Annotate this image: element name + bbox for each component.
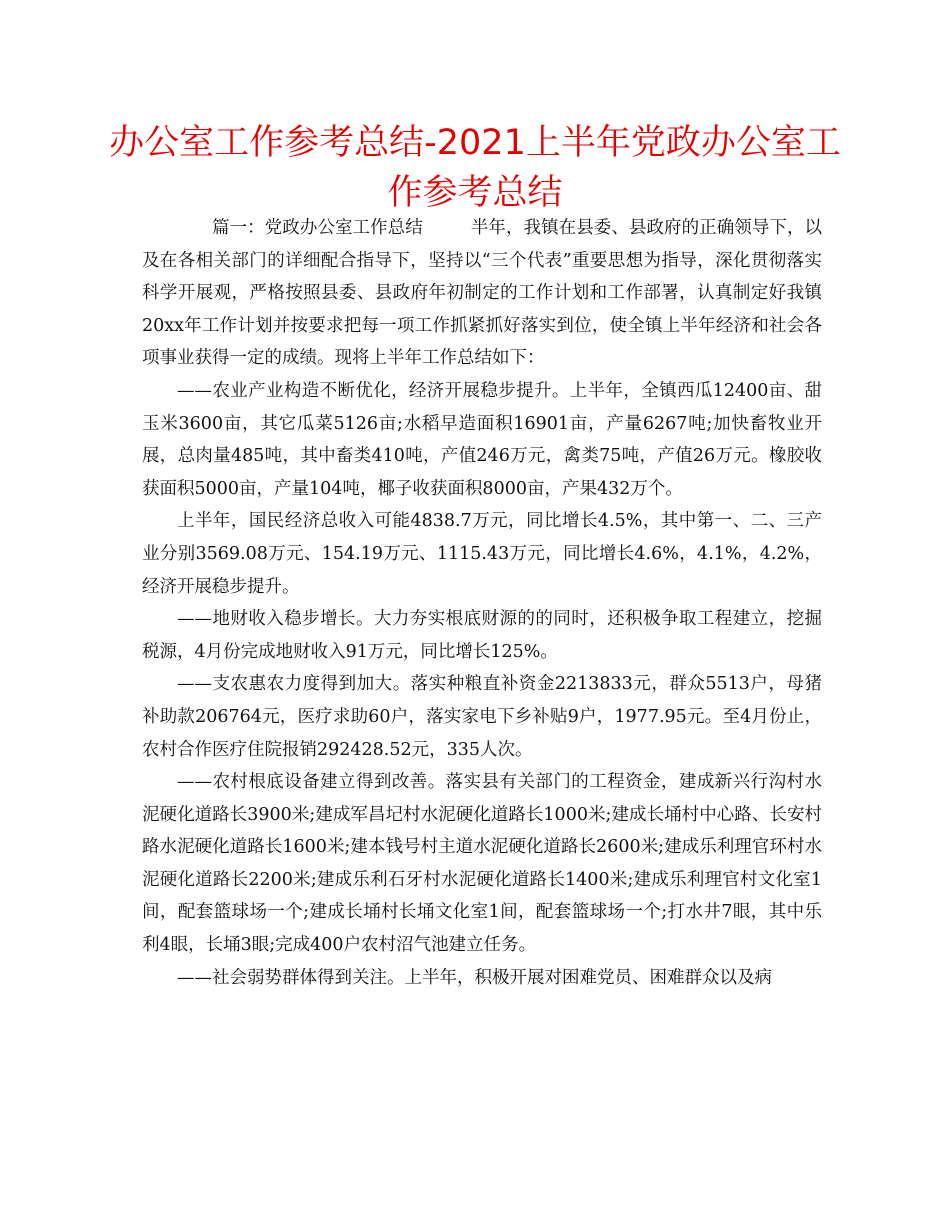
document-body [142,212,822,994]
paragraph-economy: 上半年，国民经济总收入可能4838.7万元，同比增长4.5%，其中第一、二、三产业分别3569.08万元、154.19万元、1115.43万元，同比增长4.6%，4.1%，4.2%，经济开展稳步提升。 [142,511,822,597]
intro-text: 半年，我镇在县委、县政府的正确领导下，以及在各相关部门的详细配合指导下，坚持以“三个代表”重要思想为指导，深化贯彻落实科学开展观，严格按照县委、县政府年初制定的工作计划和工作部署，认真制定好我镇20xx年工作计划并按要求把每一项工作抓紧抓好落实到位，使全镇上半年经济和社会各项事业获得一定的成绩。现将上半年工作总结如下： [142,218,823,369]
intro-paragraph [142,212,822,375]
paragraph-agriculture: ——农业产业构造不断优化，经济开展稳步提升。上半年，全镇西瓜12400亩、甜玉米3600亩，其它瓜菜5126亩;水稻早造面积16901亩，产量6267吨;加快畜牧业开展，总肉量485吨，其中畜类410吨，产值246万元，禽类75吨，产值26万元。橡胶收获面积5000亩，产量104吨，椰子收获面积8000亩，产果432万个。 [142,380,822,499]
document-title: 办公室工作参考总结-2021上半年党政办公室工作参考总结 [109,123,841,213]
paragraph-vulnerable-groups: ——社会弱势群体得到关注。上半年，积极开展对困难党员、困难群众以及病 [177,967,772,988]
intro-heading: 篇一：党政办公室工作总结 [212,218,423,238]
paragraph-infrastructure: ——农村根底设备建立得到改善。落实县有关部门的工程资金，建成新兴行沟村水泥硬化道路长3900米;建成军昌圮村水泥硬化道路长1000米;建成长埇村中心路、长安村路水泥硬化道路长1600米;建本钱号村主道水泥硬化道路长2600米;建成乐利理官环村水泥硬化道路长2200米;建成乐利石牙村水泥硬化道路长1400米;建成乐利理官村文化室1间，配套篮球场一个;建成长埇村长埇文化室1间，配套篮球场一个;打水井7眼，其中乐利4眼，长埇3眼;完成400户农村沼气池建立任务。 [142,772,822,956]
paragraph-fiscal-revenue: ——地财收入稳步增长。大力夯实根底财源的的同时，还积极争取工程建立，挖掘税源，4月份完成地财收入91万元，同比增长125%。 [142,609,822,662]
paragraph-farm-support: ——支农惠农力度得到加大。落实种粮直补资金2213833元，群众5513户，母猪补助款206764元，医疗求助60户，落实家电下乡补贴9户，1977.95元。至4月份止，农村合作医疗住院报销292428.52元，335人次。 [142,674,822,760]
